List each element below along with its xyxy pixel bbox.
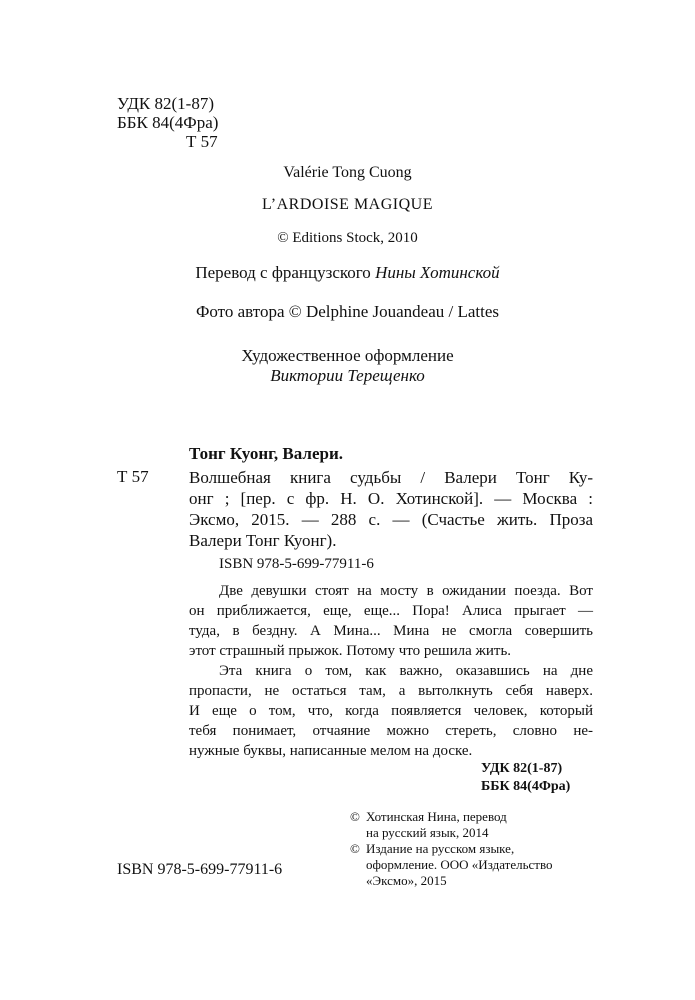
annotation-line: пропасти, не остаться там, а вытолкнуть себя наверх. (189, 683, 593, 699)
annotation-line: туда, в бездну. А Мина... Мина не смогла совершить (189, 623, 593, 639)
copyright-symbol: © (350, 809, 360, 824)
original-author: Valérie Tong Cuong (283, 164, 412, 181)
copyright-symbol: © (350, 841, 360, 856)
bib-line: Эксмо, 2015. — 288 с. — (Счастье жить. Проза (189, 510, 593, 529)
bib-line: Валери Тонг Куонг). (189, 531, 337, 550)
annotation-line: нужные буквы, написанные мелом на доске. (189, 743, 473, 759)
author-cutter-code: Т 57 (186, 132, 218, 151)
original-copyright: © Editions Stock, 2010 (277, 230, 418, 246)
copyright-block (350, 809, 553, 889)
bbk-code-bottom: ББК 84(4Фра) (481, 779, 571, 794)
annotation-line: И еще о том, что, когда появляется человек, который (189, 703, 593, 719)
footer-isbn: ISBN 978-5-699-77911-6 (117, 861, 283, 878)
classification-codes-bottom (481, 760, 570, 796)
udk-code-bottom: УДК 82(1-87) (481, 761, 563, 776)
bib-line: Волшебная книга судьбы / Валери Тонг Ку- (189, 468, 593, 487)
photo-credit: Фото автора © Delphine Jouandeau / Lattes (195, 302, 500, 321)
translator-name: Нины Хотинской (375, 263, 500, 282)
udk-code: УДК 82(1-87) (117, 94, 214, 113)
annotation-line: тебя понимает, отчаяние можно стереть, словно не- (189, 723, 593, 739)
bib-line: онг ; [пер. с фр. Н. О. Хотинской]. — Москва : (189, 489, 593, 508)
translation-prefix: Перевод с французского (195, 263, 371, 282)
annotation-line: Эта книга о том, как важно, оказавшись на дне (219, 663, 593, 679)
bib-heading: Тонг Куонг, Валери. (189, 444, 343, 463)
bbk-code: ББК 84(4Фра) (117, 113, 219, 132)
translation-credit (0, 263, 695, 283)
design-label: Художественное оформление (241, 346, 454, 365)
bib-cutter-code: Т 57 (117, 467, 149, 486)
copyright-line: «Эксмо», 2015 (366, 873, 447, 888)
bib-isbn: ISBN 978-5-699-77911-6 (219, 556, 374, 572)
original-title: L’ARDOISE MAGIQUE (261, 196, 433, 213)
annotation-line: этот страшный прыжок. Потому что решила жить. (189, 643, 512, 659)
copyright-line: на русский язык, 2014 (366, 825, 489, 840)
annotation-line: Две девушки стоят на мосту в ожидании поезда. Вот (219, 583, 593, 599)
copyright-line: оформление. ООО «Издательство (366, 857, 553, 872)
designer-name: Виктории Терещенко (270, 366, 425, 385)
copyright-line: Издание на русском языке, (366, 841, 515, 856)
design-credit (0, 346, 695, 386)
annotation (189, 581, 593, 761)
annotation-line: он приближается, еще, еще... Пора! Алиса прыгает — (189, 603, 593, 619)
bib-description (189, 467, 593, 551)
classification-codes-top (117, 94, 218, 151)
copyright-line: Хотинская Нина, перевод (366, 809, 507, 824)
